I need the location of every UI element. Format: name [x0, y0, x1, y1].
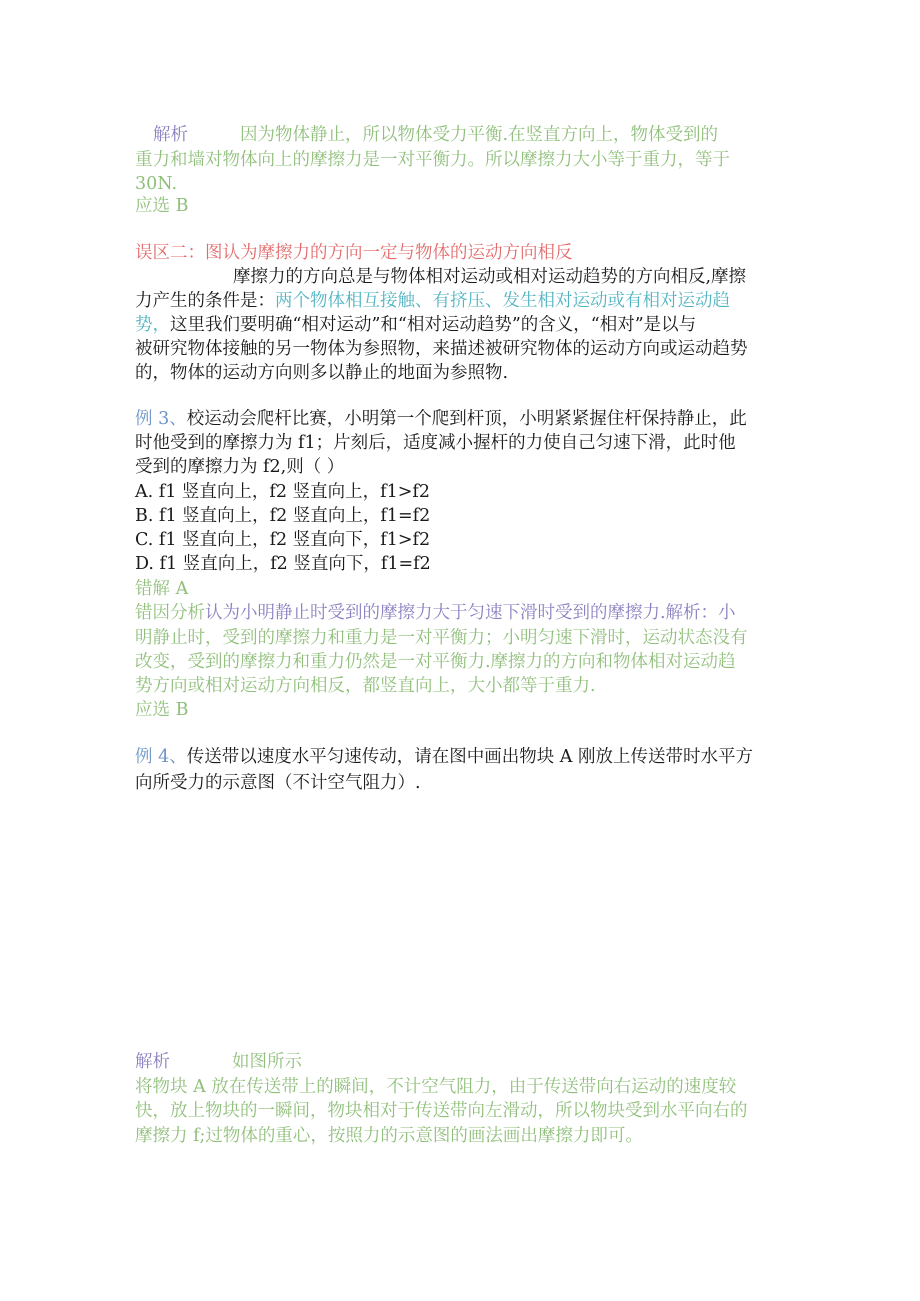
- misconception-p2-black: 力产生的条件是：: [135, 291, 275, 311]
- example3-option-d: D. f1 竖直向上，f2 竖直向下，f1=f2: [135, 554, 431, 574]
- example3-error-line3: 改变，受到的摩擦力和重力仍然是一对平衡力.摩擦力的方向和物体相对运动趋: [135, 652, 736, 672]
- analysis-1-answer: 应选 B: [135, 196, 189, 216]
- misconception-p3-cyan: 势，: [135, 315, 170, 335]
- analysis-1-line1: [153, 123, 718, 147]
- example4-label: 例 4、: [135, 747, 187, 767]
- example4-q1: [135, 745, 753, 769]
- example3-error-line1: [135, 601, 736, 625]
- misconception-heading: 误区二：图认为摩擦力的方向一定与物体的运动方向相反: [135, 243, 573, 263]
- analysis-4-line2: 快，放上物块的一瞬间，物块相对于传送带向左滑动，所以物块受到水平向右的: [135, 1101, 748, 1121]
- example3-answer: 应选 B: [135, 700, 189, 720]
- example3-option-c: C. f1 竖直向上，f2 竖直向下，f1>f2: [135, 530, 431, 550]
- misconception-p2: [135, 289, 730, 313]
- analysis-label: 解析: [153, 125, 188, 145]
- example3-error-line2: 明静止时，受到的摩擦力和重力是一对平衡力；小明匀速下滑时，运动状态没有: [135, 628, 748, 648]
- analysis-text: 因为物体静止，所以物体受力平衡.在竖直方向上，物体受到的: [240, 125, 719, 145]
- misconception-p5: 的，物体的运动方向则多以静止的地面为参照物.: [135, 363, 509, 383]
- example3-q2: 时他受到的摩擦力为 f1；片刻后，适度减小握杆的力使自己匀速下滑，此时他: [135, 433, 736, 453]
- analysis-4-header: [135, 1050, 302, 1074]
- example3-option-b: B. f1 竖直向上，f2 竖直向上，f1=f2: [135, 506, 431, 526]
- analysis-4-line3: 摩擦力 f;过物体的重心，按照力的示意图的画法画出摩擦力即可。: [135, 1126, 643, 1146]
- analysis-1-line3: 30N.: [135, 174, 178, 194]
- example3-error-text: 认为小明静止时受到的摩擦力大于匀速下滑时受到的摩擦力.解析：小: [205, 603, 736, 623]
- example3-error-line4: 势方向或相对运动方向相反，都竖直向上，大小都等于重力.: [135, 676, 596, 696]
- analysis-4-label: 解析: [135, 1052, 170, 1072]
- example4-q1-text: 传送带以速度水平匀速传动，请在图中画出物块 A 刚放上传送带时水平方: [186, 747, 753, 767]
- misconception-p1: 摩擦力的方向总是与物体相对运动或相对运动趋势的方向相反,摩擦: [233, 267, 747, 287]
- analysis-4-hint: 如图所示: [232, 1052, 302, 1072]
- analysis-1-line2: 重力和墙对物体向上的摩擦力是一对平衡力。所以摩擦力大小等于重力，等于: [135, 150, 730, 170]
- example4-q2: 向所受力的示意图（不计空气阻力）.: [135, 773, 421, 793]
- example3-label: 例 3、: [135, 409, 187, 429]
- example3-q1-text: 校运动会爬杆比赛，小明第一个爬到杆顶，小明紧紧握住杆保持静止，此: [186, 409, 747, 429]
- misconception-p2-cyan: 两个物体相互接触、有挤压、发生相对运动或有相对运动趋: [275, 291, 730, 311]
- example3-wrong-answer: 错解 A: [135, 579, 189, 599]
- example3-error-label: 错因分析: [135, 603, 205, 623]
- example3-option-a: A. f1 竖直向上，f2 竖直向上，f1>f2: [135, 482, 430, 502]
- misconception-p4: 被研究物体接触的另一物体为参照物，来描述被研究物体的运动方向或运动趋势: [135, 339, 748, 359]
- example3-q3: 受到的摩擦力为 f2,则（ ）: [135, 457, 345, 477]
- example3-q1: [135, 407, 747, 431]
- misconception-p3: [135, 313, 696, 337]
- analysis-4-line1: 将物块 A 放在传送带上的瞬间，不计空气阻力，由于传送带向右运动的速度较: [135, 1077, 737, 1097]
- misconception-p3-black: 这里我们要明确“相对运动”和“相对运动趋势”的含义，“相对”是以与: [170, 315, 697, 335]
